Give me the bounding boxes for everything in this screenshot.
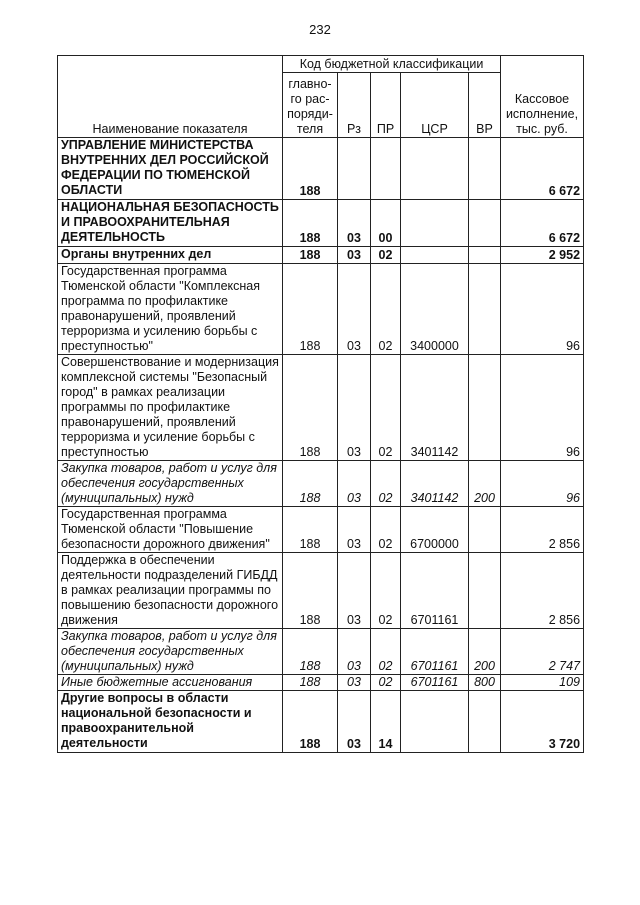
row-vr xyxy=(469,200,501,247)
row-csr xyxy=(401,691,469,753)
row-csr: 6700000 xyxy=(401,507,469,553)
row-csr xyxy=(401,138,469,200)
row-pr: 02 xyxy=(371,247,401,264)
row-glav: 188 xyxy=(283,629,338,675)
row-vr xyxy=(469,553,501,629)
table-row xyxy=(58,264,584,355)
table-row xyxy=(58,461,584,507)
header-cash-execution: Кассовое исполнение, тыс. руб. xyxy=(501,56,584,138)
row-vr xyxy=(469,507,501,553)
header-pr: ПР xyxy=(371,73,401,138)
row-vr xyxy=(469,138,501,200)
row-name: Государственная программа Тюменской области "Повышение безопасности дорожного движения" xyxy=(58,507,283,553)
row-glav: 188 xyxy=(283,507,338,553)
row-pr: 00 xyxy=(371,200,401,247)
row-vr: 800 xyxy=(469,675,501,691)
row-csr: 3400000 xyxy=(401,264,469,355)
row-rz: 03 xyxy=(338,507,371,553)
table-row xyxy=(58,355,584,461)
row-rz: 03 xyxy=(338,553,371,629)
row-csr: 6701161 xyxy=(401,629,469,675)
row-amount: 2 856 xyxy=(501,507,584,553)
row-name: НАЦИОНАЛЬНАЯ БЕЗОПАСНОСТЬ И ПРАВООХРАНИТЕЛЬНАЯ ДЕЯТЕЛЬНОСТЬ xyxy=(58,200,283,247)
row-pr: 02 xyxy=(371,264,401,355)
page-number: 232 xyxy=(309,22,331,37)
row-amount: 96 xyxy=(501,355,584,461)
row-amount: 2 747 xyxy=(501,629,584,675)
row-rz: 03 xyxy=(338,200,371,247)
row-glav: 188 xyxy=(283,200,338,247)
row-rz: 03 xyxy=(338,675,371,691)
row-glav: 188 xyxy=(283,553,338,629)
row-glav: 188 xyxy=(283,675,338,691)
row-amount: 6 672 xyxy=(501,138,584,200)
budget-table xyxy=(57,55,584,753)
header-vr: ВР xyxy=(469,73,501,138)
table-row xyxy=(58,247,584,264)
table-row xyxy=(58,138,584,200)
row-glav: 188 xyxy=(283,247,338,264)
row-rz: 03 xyxy=(338,355,371,461)
row-amount: 96 xyxy=(501,264,584,355)
row-amount: 2 952 xyxy=(501,247,584,264)
header-main-manager: главно-го рас-поряди-теля xyxy=(283,73,338,138)
row-pr xyxy=(371,138,401,200)
table-row xyxy=(58,675,584,691)
row-csr xyxy=(401,200,469,247)
row-pr: 02 xyxy=(371,461,401,507)
row-name: Закупка товаров, работ и услуг для обеспечения государственных (муниципальных) нужд xyxy=(58,461,283,507)
row-rz: 03 xyxy=(338,461,371,507)
row-name: Другие вопросы в области национальной безопасности и правоохранительной деятельности xyxy=(58,691,283,753)
row-glav: 188 xyxy=(283,691,338,753)
row-pr: 02 xyxy=(371,355,401,461)
row-vr xyxy=(469,247,501,264)
row-csr: 6701161 xyxy=(401,675,469,691)
row-vr xyxy=(469,264,501,355)
row-pr: 02 xyxy=(371,629,401,675)
row-pr: 02 xyxy=(371,507,401,553)
table-row xyxy=(58,629,584,675)
row-amount: 6 672 xyxy=(501,200,584,247)
table-row xyxy=(58,553,584,629)
row-rz: 03 xyxy=(338,691,371,753)
row-glav: 188 xyxy=(283,355,338,461)
row-name: Совершенствование и модернизация комплексной системы "Безопасный город" в рамках реализации программы по профилактике правонарушений, проявлений терроризма и усиление борьбы с преступностью xyxy=(58,355,283,461)
row-glav: 188 xyxy=(283,138,338,200)
table-row xyxy=(58,200,584,247)
row-amount: 3 720 xyxy=(501,691,584,753)
row-name: Иные бюджетные ассигнования xyxy=(58,675,283,691)
row-amount: 96 xyxy=(501,461,584,507)
row-csr: 6701161 xyxy=(401,553,469,629)
header-rz: Рз xyxy=(338,73,371,138)
row-csr xyxy=(401,247,469,264)
row-vr: 200 xyxy=(469,461,501,507)
row-amount: 109 xyxy=(501,675,584,691)
row-vr xyxy=(469,355,501,461)
row-name: Поддержка в обеспечении деятельности подразделений ГИБДД в рамках реализации программы по повышению безопасности дорожного движения xyxy=(58,553,283,629)
row-csr: 3401142 xyxy=(401,355,469,461)
row-name: Органы внутренних дел xyxy=(58,247,283,264)
table-body xyxy=(58,138,584,753)
row-vr xyxy=(469,691,501,753)
table-row xyxy=(58,507,584,553)
table-row xyxy=(58,691,584,753)
row-rz: 03 xyxy=(338,264,371,355)
row-amount: 2 856 xyxy=(501,553,584,629)
row-pr: 02 xyxy=(371,675,401,691)
row-glav: 188 xyxy=(283,461,338,507)
row-name: Государственная программа Тюменской области "Комплексная программа по профилактике правонарушений, проявлений терроризма и усилению борьбы с преступностью" xyxy=(58,264,283,355)
row-name: УПРАВЛЕНИЕ МИНИСТЕРСТВА ВНУТРЕННИХ ДЕЛ РОССИЙСКОЙ ФЕДЕРАЦИИ ПО ТЮМЕНСКОЙ ОБЛАСТИ xyxy=(58,138,283,200)
row-glav: 188 xyxy=(283,264,338,355)
row-pr: 02 xyxy=(371,553,401,629)
row-pr: 14 xyxy=(371,691,401,753)
row-rz: 03 xyxy=(338,629,371,675)
header-classification-code: Код бюджетной классификации xyxy=(283,56,501,73)
header-csr: ЦСР xyxy=(401,73,469,138)
row-vr: 200 xyxy=(469,629,501,675)
row-rz: 03 xyxy=(338,247,371,264)
row-csr: 3401142 xyxy=(401,461,469,507)
header-name: Наименование показателя xyxy=(58,56,283,138)
row-name: Закупка товаров, работ и услуг для обеспечения государственных (муниципальных) нужд xyxy=(58,629,283,675)
row-rz xyxy=(338,138,371,200)
